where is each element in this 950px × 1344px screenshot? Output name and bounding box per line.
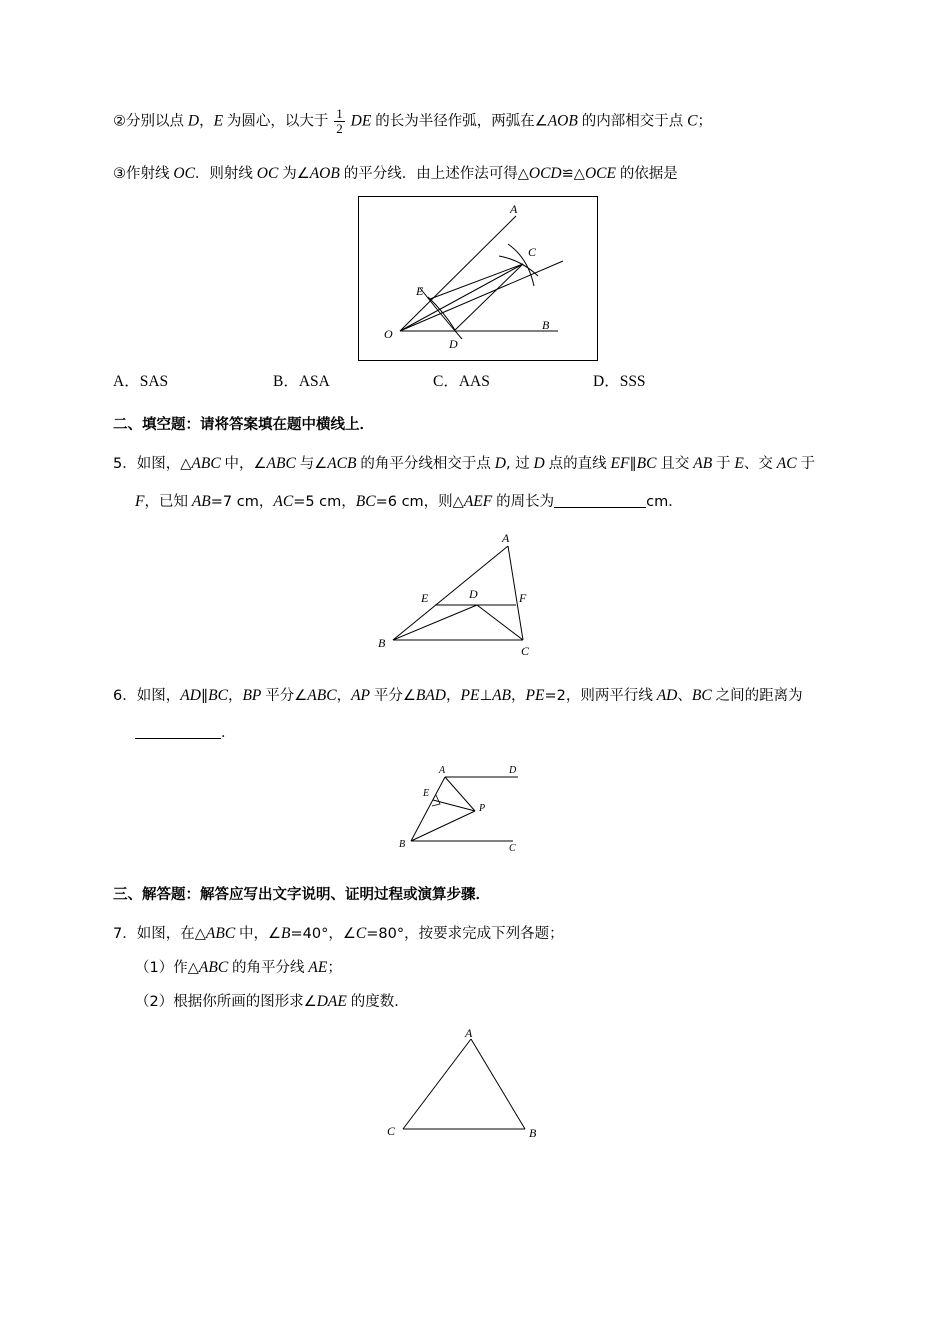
figure-2-label-A: A bbox=[502, 530, 510, 545]
question-6 bbox=[113, 684, 843, 746]
figure-3-label-P: P bbox=[479, 803, 486, 815]
figure-2-label-F: F bbox=[519, 590, 527, 605]
figure-1-label-E: E bbox=[416, 284, 424, 299]
section-2-heading: 二、填空题：请将答案填在题中横线上． bbox=[113, 417, 374, 434]
construction-step-2: ②分别以点 D，E 为圆心，以大于 $\frac{1}{2}$ DE 的长为半径作弧，两弧在∠AOB 的内部相交于点 C； bbox=[113, 106, 712, 136]
question-6-line-1: 6．如图，AD∥BC，BP 平分∠ABC，AP 平分∠BAD，PE⊥AB，PE=2，则两平行线 AD、BC 之间的距离为 bbox=[113, 686, 803, 704]
figure-2-label-B: B bbox=[378, 635, 386, 650]
choice-d[interactable]: D．SSS bbox=[593, 373, 646, 391]
choice-a[interactable]: A．SAS bbox=[113, 373, 169, 391]
question-7-sub-2: （2）根据你所画的图形求∠DAE 的度数． bbox=[135, 992, 409, 1010]
figure-2-label-E: E bbox=[421, 590, 429, 605]
document-content bbox=[113, 108, 843, 1157]
question-5 bbox=[113, 452, 843, 514]
multiple-choice-options bbox=[113, 369, 843, 391]
question-5-line-1: 5．如图，△ABC 中，∠ABC 与∠ACB 的角平分线相交于点 D, 过 D 点的直线 EF∥BC 且交 AB 于 E、交 AC 于 bbox=[113, 455, 815, 473]
choice-b[interactable]: B．ASA bbox=[273, 373, 330, 391]
fraction-denominator: 2 bbox=[336, 120, 343, 136]
figure-3-label-C: C bbox=[509, 843, 516, 855]
figure-4-label-B: B bbox=[529, 1126, 537, 1141]
question-7-line-1: 7．如图，在△ABC 中，∠B=40°，∠C=80°，按要求完成下列各题； bbox=[113, 925, 564, 943]
triangle-abc-with-ef-parallel-bc-figure bbox=[353, 528, 603, 658]
construction-step-3: ③作射线 OC．则射线 OC 为∠AOB 的平分线．由上述作法可得△OCD≌△OCE 的依据是 bbox=[113, 165, 678, 183]
question-5-number: 5． bbox=[113, 456, 137, 473]
figure-1-label-B: B bbox=[542, 318, 550, 333]
question-7 bbox=[113, 922, 843, 1013]
figure-1-label-A: A bbox=[510, 202, 518, 217]
choice-c[interactable]: C．AAS bbox=[433, 373, 490, 391]
one-half-fraction bbox=[334, 107, 345, 135]
figure-1-container bbox=[113, 196, 843, 361]
answer-blank-q5[interactable] bbox=[554, 493, 646, 508]
angle-bisector-construction-figure bbox=[358, 196, 598, 361]
figure-2-label-C: C bbox=[521, 643, 530, 658]
fraction-numerator: 1 bbox=[336, 106, 343, 121]
figure-1-label-C: C bbox=[528, 245, 537, 260]
figure-1-label-O: O bbox=[384, 327, 393, 342]
figure-4-label-A: A bbox=[465, 1029, 473, 1041]
question-5-line-2: F，已知 AB=7 cm，AC=5 cm，BC=6 cm，则△AEF 的周长为 cm． bbox=[135, 492, 683, 510]
figure-3-label-E: E bbox=[423, 788, 430, 800]
figure-3-container bbox=[113, 759, 843, 859]
question-6-number: 6． bbox=[113, 687, 137, 704]
question-6-line-2: ． bbox=[135, 721, 843, 745]
figure-2-container bbox=[113, 528, 843, 658]
figure-3-label-A: A bbox=[439, 765, 446, 777]
answer-blank-q6[interactable] bbox=[135, 724, 221, 739]
figure-3-label-B: B bbox=[399, 839, 406, 851]
figure-4-label-C: C bbox=[387, 1124, 396, 1139]
triangle-abc-figure bbox=[353, 1029, 603, 1149]
figure-2-label-D: D bbox=[469, 586, 478, 601]
figure-1-label-D: D bbox=[449, 337, 458, 352]
question-7-number: 7． bbox=[113, 926, 137, 943]
question-7-sub-1: （1）作△ABC 的角平分线 AE； bbox=[135, 958, 342, 976]
parallel-lines-ad-bc-with-point-p-figure bbox=[383, 759, 573, 859]
figure-4-container bbox=[113, 1029, 843, 1149]
section-3-heading: 三、解答题：解答应写出文字说明、证明过程或演算步骤． bbox=[113, 887, 490, 904]
figure-3-label-D: D bbox=[509, 765, 517, 777]
